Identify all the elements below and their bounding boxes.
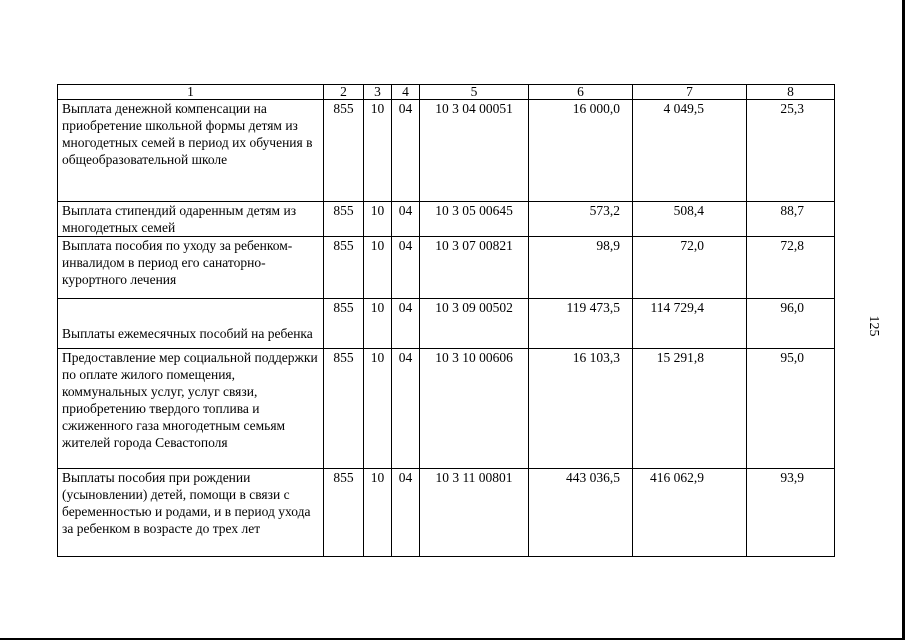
col-4: 04 — [392, 237, 420, 299]
col-2: 855 — [324, 469, 364, 557]
col-3: 10 — [364, 237, 392, 299]
col-6: 16 000,0 — [529, 100, 633, 202]
row-name: Выплата денежной компенсации на приобретение школьной формы детям из многодетных семей в период их обучения в общеобразовательной школе — [58, 100, 324, 202]
table-row — [58, 237, 835, 299]
col-7: 416 062,9 — [633, 469, 747, 557]
col-2: 855 — [324, 100, 364, 202]
col-6: 443 036,5 — [529, 469, 633, 557]
col-3: 10 — [364, 469, 392, 557]
col-7: 4 049,5 — [633, 100, 747, 202]
col-6: 119 473,5 — [529, 299, 633, 349]
col-4: 04 — [392, 299, 420, 349]
row-name: Выплаты пособия при рождении (усыновлении) детей, помощи в связи с беременностью и родами, и в период ухода за ребенком в возрасте до трех лет — [58, 469, 324, 557]
col-5: 10 3 09 00502 — [420, 299, 529, 349]
header-cell: 3 — [364, 85, 392, 100]
col-8: 88,7 — [747, 202, 835, 237]
col-4: 04 — [392, 100, 420, 202]
col-8: 72,8 — [747, 237, 835, 299]
row-name: Выплаты ежемесячных пособий на ребенка — [58, 299, 324, 349]
col-2: 855 — [324, 299, 364, 349]
col-6: 16 103,3 — [529, 349, 633, 469]
table-row — [58, 202, 835, 237]
table-row — [58, 469, 835, 557]
col-8: 95,0 — [747, 349, 835, 469]
col-4: 04 — [392, 349, 420, 469]
table-row — [58, 100, 835, 202]
col-8: 25,3 — [747, 100, 835, 202]
col-6: 98,9 — [529, 237, 633, 299]
col-3: 10 — [364, 100, 392, 202]
page-number: 125 — [866, 315, 881, 337]
header-cell: 1 — [58, 85, 324, 100]
table-row — [58, 349, 835, 469]
col-7: 15 291,8 — [633, 349, 747, 469]
col-3: 10 — [364, 349, 392, 469]
col-5: 10 3 07 00821 — [420, 237, 529, 299]
header-cell: 4 — [392, 85, 420, 100]
budget-table — [57, 84, 835, 557]
col-3: 10 — [364, 202, 392, 237]
header-cell: 6 — [529, 85, 633, 100]
col-8: 96,0 — [747, 299, 835, 349]
col-8: 93,9 — [747, 469, 835, 557]
header-cell: 2 — [324, 85, 364, 100]
header-cell: 8 — [747, 85, 835, 100]
col-7: 72,0 — [633, 237, 747, 299]
header-cell: 7 — [633, 85, 747, 100]
col-4: 04 — [392, 469, 420, 557]
col-5: 10 3 11 00801 — [420, 469, 529, 557]
col-2: 855 — [324, 202, 364, 237]
col-4: 04 — [392, 202, 420, 237]
col-6: 573,2 — [529, 202, 633, 237]
col-2: 855 — [324, 349, 364, 469]
col-5: 10 3 10 00606 — [420, 349, 529, 469]
row-name: Выплата стипендий одаренным детям из многодетных семей — [58, 202, 324, 237]
col-5: 10 3 05 00645 — [420, 202, 529, 237]
table-row — [58, 299, 835, 349]
col-7: 508,4 — [633, 202, 747, 237]
col-5: 10 3 04 00051 — [420, 100, 529, 202]
col-2: 855 — [324, 237, 364, 299]
col-7: 114 729,4 — [633, 299, 747, 349]
row-name: Предоставление мер социальной поддержки по оплате жилого помещения, коммунальных услуг, услуг связи, приобретению твердого топлива и сжиженного газа многодетным семьям жителей города Севастополя — [58, 349, 324, 469]
row-name: Выплата пособия по уходу за ребенком-инвалидом в период его санаторно-курортного лечения — [58, 237, 324, 299]
table-header-row — [58, 85, 835, 100]
header-cell: 5 — [420, 85, 529, 100]
col-3: 10 — [364, 299, 392, 349]
